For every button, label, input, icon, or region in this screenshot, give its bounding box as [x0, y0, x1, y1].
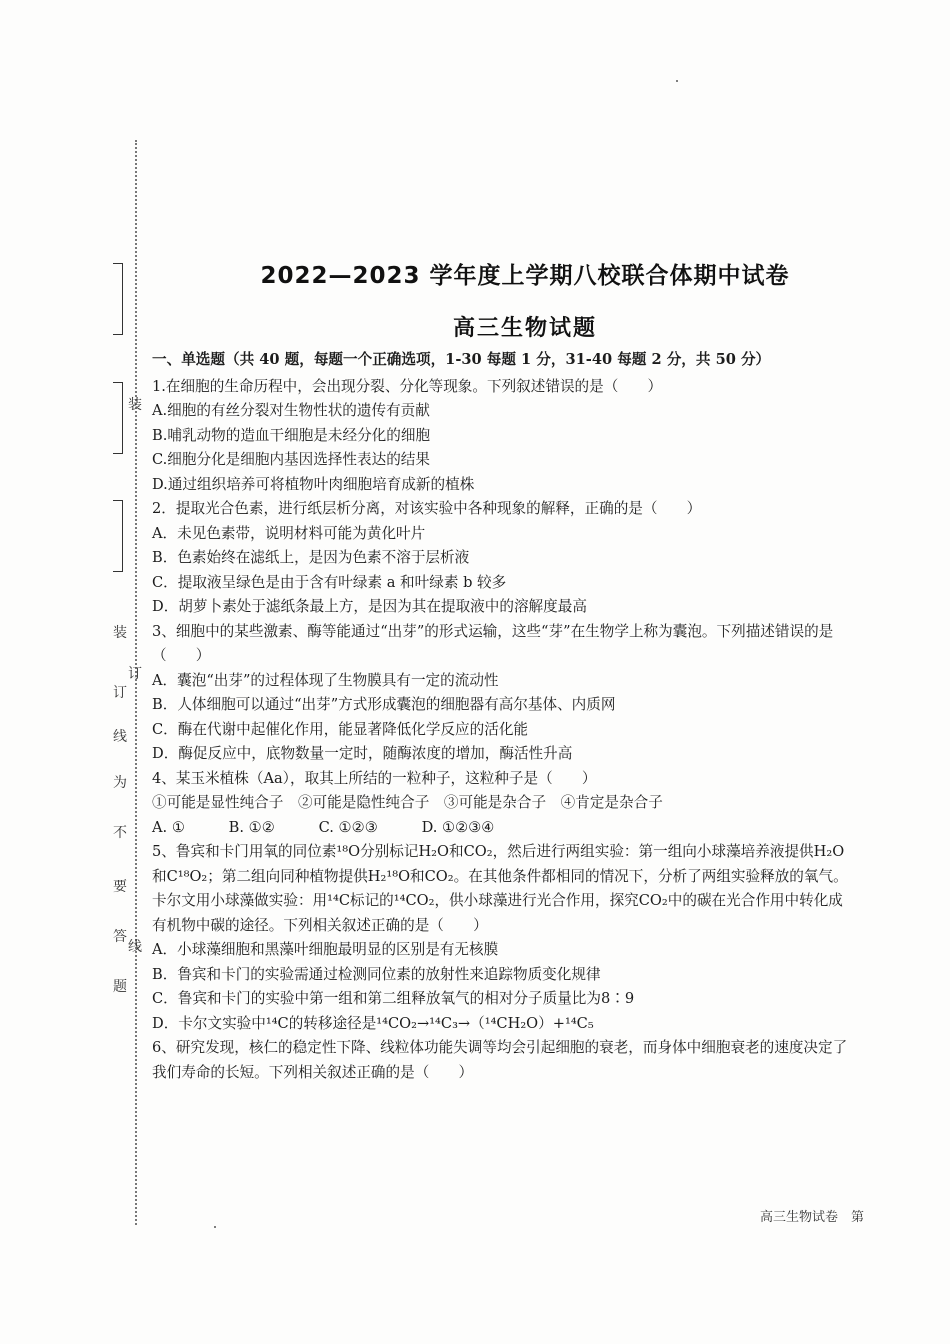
- margin-note-char: 为: [113, 775, 127, 791]
- question-2: [152, 497, 857, 620]
- question-5: [152, 840, 857, 1036]
- class-box-bracket: [113, 382, 123, 454]
- question-4: [152, 767, 857, 841]
- option-d: D．胡萝卜素处于滤纸条最上方，是因为其在提取液中的溶解度最高: [152, 598, 587, 615]
- option-c: C．提取液呈绿色是由于含有叶绿素 a 和叶绿素 b 较多: [152, 573, 507, 591]
- margin-char-xian: 线: [128, 939, 142, 955]
- page-footer: 高三生物试卷 第: [760, 1210, 865, 1225]
- margin-char-ding: 订: [128, 666, 142, 682]
- question-stem: 1.在细胞的生命历程中，会出现分裂、分化等现象。下列叙述错误的是（ ）: [152, 377, 663, 395]
- option-d: D.通过组织培养可将植物叶肉细胞培育成新的植株: [152, 475, 475, 493]
- option-b: B．色素始终在滤纸上，是因为色素不溶于层析液: [152, 549, 470, 566]
- option-a: A.细胞的有丝分裂对生物性状的遗传有贡献: [152, 402, 430, 419]
- margin-note-char: 题: [113, 979, 127, 995]
- margin-note-char: 线: [113, 729, 127, 745]
- option-b: B．人体细胞可以通过“出芽”方式形成囊泡的细胞器有高尔基体、内质网: [152, 696, 616, 713]
- name-box-bracket: [113, 263, 123, 335]
- number-box-bracket: [113, 500, 123, 572]
- exam-subtitle: 高三生物试题: [452, 316, 597, 341]
- option-a: A．囊泡“出芽”的过程体现了生物膜具有一定的流动性: [152, 671, 499, 689]
- option-a: A．小球藻细胞和黑藻叶细胞最明显的区别是有无核膜: [152, 941, 499, 958]
- question-6: [152, 1036, 857, 1085]
- scan-speck: [214, 1226, 216, 1228]
- option-c: C.细胞分化是细胞内基因选择性表达的结果: [152, 451, 430, 468]
- option-a: A．未见色素带，说明材料可能为黄化叶片: [152, 524, 426, 542]
- margin-note-char: 答: [113, 929, 127, 945]
- margin-char-zhuang: 装: [128, 397, 142, 413]
- question-stem: 4、某玉米植株（Aa），取其上所结的一粒种子，这粒种子是（ ）: [152, 769, 597, 787]
- section-heading: 一、单选题（共 40 题，每题一个正确选项，1-30 每题 1 分，31-40 每题 2 分，共 50 分）: [152, 351, 771, 368]
- question-3: [152, 620, 857, 767]
- exam-title: 2022—2023 学年度上学期八校联合体期中试卷: [260, 263, 790, 289]
- option-b: B.哺乳动物的造血干细胞是未经分化的细胞: [152, 426, 431, 444]
- statement-list: ①可能是显性纯合子 ②可能是隐性纯合子 ③可能是杂合子 ④肯定是杂合子: [152, 794, 663, 811]
- question-1: [152, 375, 857, 498]
- binding-dotted-line: [135, 140, 137, 1225]
- margin-note-char: 要: [113, 879, 127, 895]
- margin-note-char: 订: [113, 685, 127, 701]
- margin-note-char: 不: [113, 825, 127, 841]
- question-stem: 3、细胞中的某些激素、酶等能通过“出芽”的形式运输，这些“芽”在生物学上称为囊泡。下列描述错误的是（ ）: [152, 622, 834, 664]
- question-stem: 5、鲁宾和卡门用氧的同位素¹⁸O分别标记H₂O和CO₂，然后进行两组实验：第一组向小球藻培养液提供H₂O和C¹⁸O₂；第二组向同种植物提供H₂¹⁸O和CO₂。在其他条件都相同的情况下，分析了两组实验释放的氧气。卡尔文用小球藻做实验：用¹⁴C标记的¹⁴CO₂，供小球藻进行光合作用，探究CO₂中的碳在光合作用中转化成有机物中碳的途径。下列相关叙述正确的是（ ）: [152, 843, 848, 934]
- options-inline: A. ① B. ①② C. ①②③ D. ①②③④: [152, 818, 495, 836]
- option-b: B．鲁宾和卡门的实验需通过检测同位素的放射性来追踪物质变化规律: [152, 965, 601, 983]
- question-stem: 2．提取光合色素，进行纸层析分离，对该实验中各种现象的解释，正确的是（ ）: [152, 500, 702, 517]
- scan-speck: [676, 80, 678, 82]
- option-d: D．酶促反应中，底物数量一定时，随酶浓度的增加，酶活性升高: [152, 745, 573, 762]
- margin-note-char: 装: [113, 625, 127, 641]
- question-stem: 6、研究发现，核仁的稳定性下降、线粒体功能失调等均会引起细胞的衰老，而身体中细胞衰老的速度决定了我们寿命的长短。下列相关叙述正确的是（ ）: [152, 1039, 848, 1081]
- question-area: [152, 348, 857, 1085]
- option-d: D．卡尔文实验中¹⁴C的转移途径是¹⁴CO₂→¹⁴C₃→（¹⁴CH₂O）+¹⁴C₅: [152, 1014, 594, 1032]
- option-c: C．酶在代谢中起催化作用，能显著降低化学反应的活化能: [152, 720, 529, 738]
- option-c: C．鲁宾和卡门的实验中第一组和第二组释放氧气的相对分子质量比为8∶9: [152, 990, 635, 1007]
